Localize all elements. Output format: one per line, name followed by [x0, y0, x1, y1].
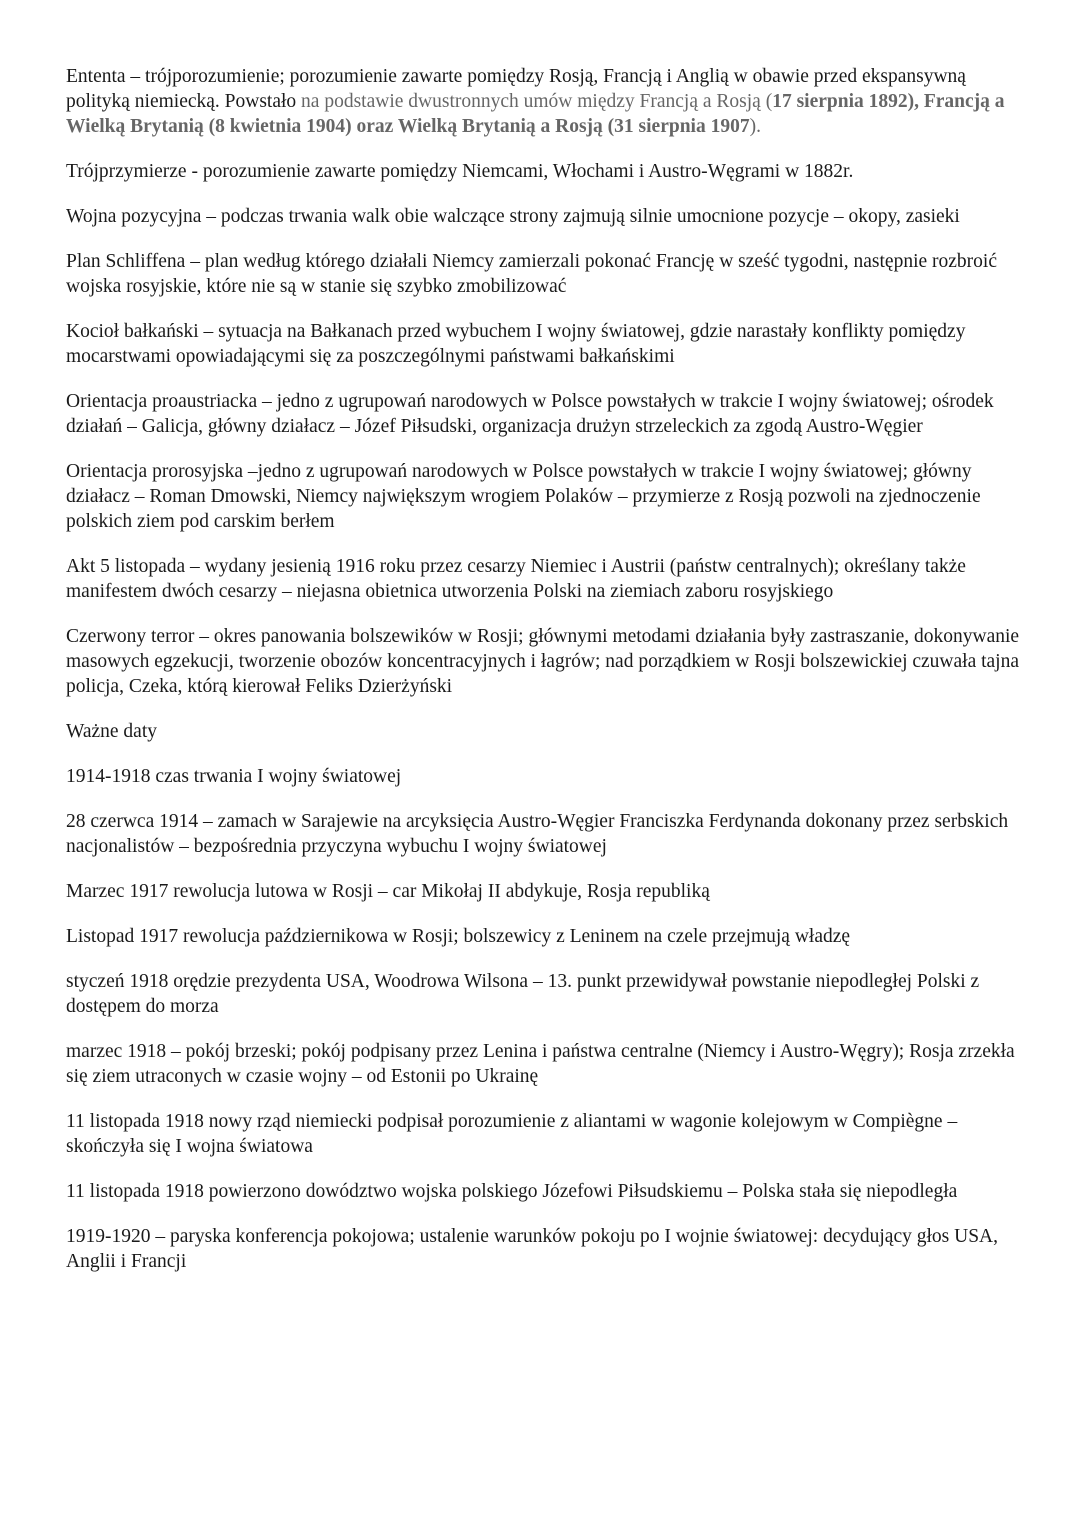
date-item: Listopad 1917 rewolucja październikowa w Rosji; bolszewicy z Leninem na czele przejmują władzę [66, 926, 851, 947]
entente-gray-text: na podstawie dwustronnych umów między Francją a Rosją ( [296, 91, 773, 112]
definition-orientacja-prorosyjska: Orientacja prorosyjska –jedno z ugrupowań narodowych w Polsce powstałych w trakcie I wojny światowej; główny działacz – Roman Dmowski, Niemcy największym wrogiem Polaków – przymierze z Rosją pozwoli na zjednoczenie polskich ziem pod carskim berłem [66, 461, 981, 532]
date-item: 11 listopada 1918 nowy rząd niemiecki podpisał porozumienie z aliantami w wagonie kolejowym w Compiègne – skończyła się I wojna światowa [66, 1111, 958, 1157]
definition-trojprzymierze: Trójprzymierze - porozumienie zawarte pomiędzy Niemcami, Włochami i Austro-Węgrami w 1882r. [66, 161, 854, 182]
date-item: 1919-1920 – paryska konferencja pokojowa; ustalenie warunków pokoju po I wojnie światowej: decydujący głos USA, Anglii i Francji [66, 1226, 999, 1272]
date-item: 28 czerwca 1914 – zamach w Sarajewie na arcyksięcia Austro-Węgier Franciszka Ferdynanda dokonany przez serbskich nacjonalistów – bezpośrednia przyczyna wybuchu I wojny światowej [66, 811, 1009, 857]
definition-czerwony-terror: Czerwony terror – okres panowania bolszewików w Rosji; głównymi metodami działania były zastraszanie, dokonywanie masowych egzekucji, tworzenie obozów koncentracyjnych i łagrów; nad porządkiem w Rosji bolszewickiej czuwała tajna policja, Czeka, którą kierował Feliks Dzierżyński [66, 626, 1020, 697]
date-item: marzec 1918 – pokój brzeski; pokój podpisany przez Lenina i państwa centralne (Niemcy i Austro-Węgry); Rosja zrzekła się ziem utraconych w czasie wojny – od Estonii po Ukrainę [66, 1041, 1015, 1087]
definition-wojna-pozycyjna: Wojna pozycyjna – podczas trwania walk obie walczące strony zajmują silnie umocnione pozycje – okopy, zasieki [66, 206, 960, 227]
entente-end: ). [749, 116, 761, 137]
definition-orientacja-proaustriacka: Orientacja proaustriacka – jedno z ugrupowań narodowych w Polsce powstałych w trakcie I wojny światowej; ośrodek działań – Galicja, główny działacz – Józef Piłsudski, organizacja drużyn strzeleckich za zgodą Austro-Węgier [66, 391, 994, 437]
definition-kociol-balkanski: Kocioł bałkański – sytuacja na Bałkanach przed wybuchem I wojny światowej, gdzie narastały konflikty pomiędzy mocarstwami opowiadającymi się za poszczególnymi państwami bałkańskimi [66, 321, 966, 367]
definition-plan-schliffena: Plan Schliffena – plan według którego działali Niemcy zamierzali pokonać Francję w sześć tygodni, następnie rozbroić wojska rosyjskie, które nie są w stanie się szybko zmobilizować [66, 251, 997, 297]
date-item: Marzec 1917 rewolucja lutowa w Rosji – car Mikołaj II abdykuje, Rosja republiką [66, 881, 710, 902]
definition-akt-5-listopada: Akt 5 listopada – wydany jesienią 1916 roku przez cesarzy Niemiec i Austrii (państw centralnych); określany także manifestem dwóch cesarzy – niejasna obietnica utworzenia Polski na ziemiach zaboru rosyjskiego [66, 556, 966, 602]
entente-text: Ententa – trójporozumienie; porozumienie zawarte pomiędzy Rosją, Francją i Anglią w obawie przed ekspansywną polityką niemiecką. Powstało [66, 66, 966, 112]
document-page [66, 64, 1021, 1294]
definition-entente [66, 64, 1021, 139]
date-item: styczeń 1918 orędzie prezydenta USA, Woodrowa Wilsona – 13. punkt przewidywał powstanie niepodległej Polski z dostępem do morza [66, 971, 980, 1017]
dates-heading: Ważne daty [66, 721, 158, 742]
date-item: 1914-1918 czas trwania I wojny światowej [66, 766, 402, 787]
date-item: 11 listopada 1918 powierzono dowództwo wojska polskiego Józefowi Piłsudskiemu – Polska stała się niepodległa [66, 1181, 958, 1202]
entente-dates: 17 sierpnia 1892), Francją a Wielką Brytanią (8 kwietnia 1904) oraz Wielką Brytanią a Rosją (31 sierpnia 1907 [66, 91, 1005, 137]
